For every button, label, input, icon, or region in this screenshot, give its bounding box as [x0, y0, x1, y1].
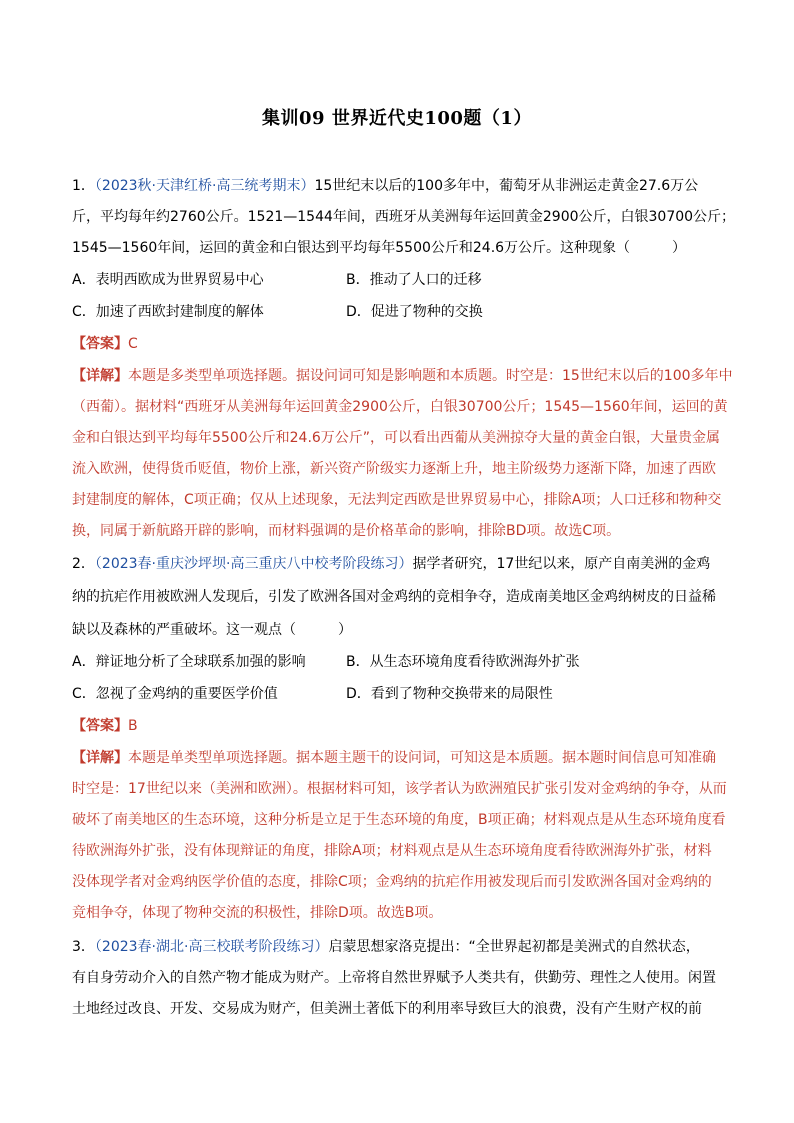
detail-tag: 【详解】: [72, 368, 128, 384]
detail-line-6: 竞相争夺，体现了物种交流的积极性，排除D项。故选B项。: [72, 905, 443, 921]
question-3-line-2: 有自身劳动介入的自然产物才能成为财产。上帝将自然世界赋予人类共有，供勤劳、理性之人使用。闲置: [72, 970, 716, 986]
option-a: A．表明西欧成为世界贸易中心: [72, 272, 264, 288]
answer-value: B: [128, 718, 138, 734]
question-1-line-3: 1545—1560年间，运回的黄金和白银达到平均每年5500公斤和24.6万公斤。这种现象（ ）: [72, 240, 687, 256]
answer-line: [72, 716, 138, 736]
detail-line-5: 没体现学者对金鸡纳医学价值的态度，排除C项；金鸡纳的抗疟作用被发现后而引发欧洲各国对金鸡纳的: [72, 874, 712, 890]
answer-tag: 【答案】: [72, 718, 128, 734]
question-number: 2．: [72, 556, 95, 572]
question-2-line-1: [72, 554, 710, 574]
option-d: D．看到了物种交换带来的局限性: [346, 686, 553, 702]
question-2-line-3: 缺以及森林的严重破坏。这一观点（ ）: [72, 622, 352, 638]
question-text: 据学者研究，17世纪以来，原产自南美洲的金鸡: [412, 556, 711, 572]
detail-line-1: [72, 366, 733, 386]
question-2-line-2: 纳的抗疟作用被欧洲人发现后，引发了欧洲各国对金鸡纳的竞相争夺，造成南美地区金鸡纳树皮的日益稀: [72, 589, 716, 605]
option-c: C．忽视了金鸡纳的重要医学价值: [72, 686, 278, 702]
detail-tag: 【详解】: [72, 750, 128, 766]
detail-line-2: （西葡）。据材料“西班牙从美洲每年运回黄金2900公斤，白银30700公斤；1545—1560年间，运回的黄: [72, 399, 728, 415]
question-1-line-2: 斤，平均每年约2760公斤。1521—1544年间，西班牙从美洲每年运回黄金2900公斤，白银30700公斤；: [72, 209, 736, 225]
page-title: 集训09 世界近代史100题（1）: [262, 108, 532, 129]
answer-tag: 【答案】: [72, 336, 128, 352]
answer-value: C: [128, 336, 138, 352]
option-a: A．辩证地分析了全球联系加强的影响: [72, 654, 306, 670]
detail-text: 本题是单类型单项选择题。据本题主题干的设问词，可知这是本质题。据本题时间信息可知准确: [128, 750, 716, 766]
detail-text: 本题是多类型单项选择题。据设问词可知是影响题和本质题。时空是：15世纪末以后的100多年中: [128, 368, 733, 384]
option-c: C．加速了西欧封建制度的解体: [72, 304, 264, 320]
question-number: 1．: [72, 178, 95, 194]
answer-line: [72, 334, 138, 354]
detail-line-3: 金和白银达到平均每年5500公斤和24.6万公斤”，可以看出西葡从美洲掠夺大量的黄金白银，大量贵金属: [72, 430, 721, 446]
detail-line-2: 时空是：17世纪以来（美洲和欧洲）。根据材料可知，该学者认为欧洲殖民扩张引发对金鸡纳的争夺，从而: [72, 781, 727, 797]
detail-line-1: [72, 748, 716, 768]
option-b: B．从生态环境角度看待欧洲海外扩张: [346, 654, 580, 670]
detail-line-3: 破坏了南美地区的生态环境，这种分析是立足于生态环境的角度，B项正确；材料观点是从生态环境角度看: [72, 812, 726, 828]
detail-line-4: 流入欧洲，使得货币贬值，物价上涨，新兴资产阶级实力逐渐上升，地主阶级势力逐渐下降，加速了西欧: [72, 461, 716, 477]
detail-line-4: 待欧洲海外扩张，没有体现辩证的角度，排除A项；材料观点是从生态环境角度看待欧洲海外扩张，材料: [72, 843, 712, 859]
question-3-line-1: [72, 937, 700, 957]
question-source: （2023秋·天津红桥·高三统考期末）: [94, 178, 315, 194]
question-3-line-3: 土地经过改良、开发、交易成为财产，但美洲土著低下的利用率导致巨大的浪费，没有产生财产权的前: [72, 1001, 702, 1017]
question-source: （2023春·重庆沙坪坝·高三重庆八中校考阶段练习）: [94, 556, 413, 572]
question-text: 15世纪末以后的100多年中，葡萄牙从非洲运走黄金27.6万公: [314, 178, 699, 194]
question-text: 启蒙思想家洛克提出：“全世界起初都是美洲式的自然状态，: [328, 939, 700, 955]
option-d: D．促进了物种的交换: [346, 304, 483, 320]
question-1-line-1: [72, 176, 698, 196]
detail-line-5: 封建制度的解体，C项正确；仅从上述现象，无法判定西欧是世界贸易中心，排除A项；人口迁移和物种交: [72, 492, 722, 508]
question-source: （2023春·湖北·高三校联考阶段练习）: [94, 939, 329, 955]
question-number: 3．: [72, 939, 95, 955]
detail-line-6: 换，同属于新航路开辟的影响，而材料强调的是价格革命的影响，排除BD项。故选C项。: [72, 523, 621, 539]
option-b: B．推动了人口的迁移: [346, 272, 482, 288]
